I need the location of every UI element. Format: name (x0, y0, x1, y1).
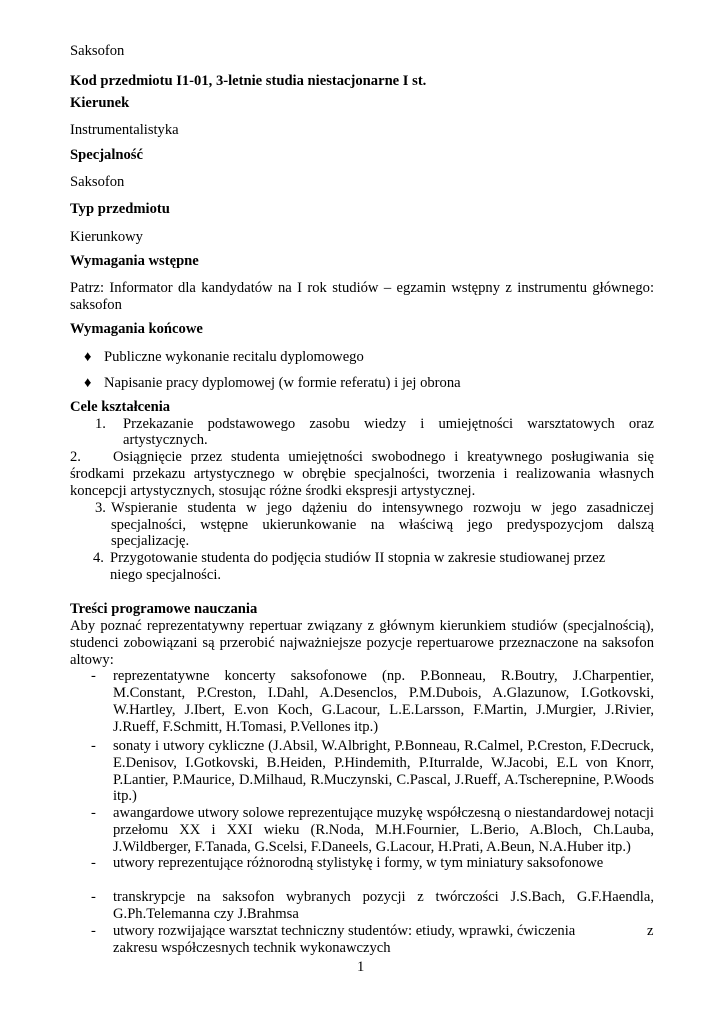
program-item-line: utwory reprezentujące różnorodną stylistykę i formy, w tym miniatury saksofonowe (113, 855, 604, 871)
specjalnosc-value: Saksofon (70, 174, 125, 190)
program-item-line: reprezentatywne koncerty saksofonowe (np. P.Bonneau, R.Boutry, J.Charpentier, (113, 668, 654, 684)
dash-bullet-icon: - (91, 805, 96, 821)
goal-line: niego specjalności. (110, 567, 222, 583)
dash-bullet-icon: - (91, 889, 96, 905)
program-item-line: W.Hartley, J.Ibert, E.von Koch, G.Lacour, L.E.Larsson, F.Martin, J.Murgier, J.Rivier, (113, 702, 654, 718)
program-item-line: E.Denisov, I.Gotkovski, B.Heiden, P.Hindemith, P.Iturralde, W.Jacobi, E.L von Knorr, (113, 755, 654, 771)
tresci-intro-line: studenci zobowiązani są przerobić najważniejsze pozycje repertuarowe przeznaczone na saksofon (70, 635, 654, 651)
subject-title: Saksofon (70, 43, 125, 59)
goal-line: Przygotowanie studenta do podjęcia studiów II stopnia w zakresie studiowanej przez (110, 550, 606, 566)
program-item-line: J.Rueff, F.Schmitt, H.Tomasi, P.Vellones itp.) (113, 719, 379, 735)
program-item-line: utwory rozwijające warsztat techniczny studentów: etiudy, wprawki, ćwiczenia (113, 923, 576, 939)
typ-heading: Typ przedmiotu (70, 201, 170, 217)
kierunek-value: Instrumentalistyka (70, 122, 179, 138)
goal-line: Osiągnięcie przez studenta umiejętności swobodnego i kreatywnego posługiwania się (113, 449, 654, 465)
tresci-heading: Treści programowe nauczania (70, 601, 258, 617)
typ-value: Kierunkowy (70, 229, 143, 245)
goal-line: koncepcji artystycznych, stosując różne środki ekspresji artystycznej. (70, 483, 476, 499)
goal-line: artystycznych. (123, 432, 208, 448)
program-item-line: zakresu współczesnych technik wykonawczych (113, 940, 391, 956)
program-item-line: M.Constant, P.Creston, I.Dahl, A.Desenclos, P.M.Dubois, A.Glazunow, I.Gotkovski, (113, 685, 654, 701)
specjalnosc-heading: Specjalność (70, 147, 143, 163)
goal-number: 1. (95, 416, 106, 432)
goal-number: 2. (70, 449, 81, 465)
goal-number: 3. (95, 500, 106, 516)
course-code-line: Kod przedmiotu I1-01, 3-letnie studia niestacjonarne I st. (70, 73, 427, 89)
cele-heading: Cele kształcenia (70, 399, 171, 415)
goal-line: środkami przekazu artystycznego w obrębie specjalności, tworzenia i realizowania własnych (70, 466, 654, 482)
dash-bullet-icon: - (91, 668, 96, 684)
program-item-word: z (647, 923, 654, 939)
dash-bullet-icon: - (91, 923, 96, 939)
requirement-item: Publiczne wykonanie recitalu dyplomowego (104, 349, 364, 365)
program-item-line: G.Ph.Telemanna czy J.Brahmsa (113, 906, 299, 922)
program-item-line: awangardowe utwory solowe reprezentujące muzykę współczesną o niestandardowej notacji (113, 805, 654, 821)
tresci-intro-line: altowy: (70, 652, 114, 668)
goal-line: Przekazanie podstawowego zasobu wiedzy i umiejętności warsztatowych oraz (123, 416, 654, 432)
goal-line: Wspieranie studenta w jego dążeniu do intensywnego rozwoju w jego zasadniczej (111, 500, 654, 516)
wymagania-wstepne-line: saksofon (70, 297, 122, 313)
program-item-line: transkrypcje na saksofon wybranych pozycji z twórczości J.S.Bach, G.F.Haendla, (113, 889, 654, 905)
program-item-line: P.Lantier, P.Maurice, D.Milhaud, R.Muczynski, C.Pascal, J.Rueff, A.Tscherepnine, P.Woods (113, 772, 654, 788)
wymagania-koncowe-heading: Wymagania końcowe (70, 321, 203, 337)
goal-number: 4. (93, 550, 104, 566)
kierunek-heading: Kierunek (70, 95, 130, 111)
program-item-line: przełomu XX i XXI wieku (R.Noda, M.H.Fournier, L.Berio, A.Bloch, Ch.Lauba, (113, 822, 654, 838)
dash-bullet-icon: - (91, 855, 96, 871)
program-item-line: sonaty i utwory cykliczne (J.Absil, W.Albright, P.Bonneau, R.Calmel, P.Creston, F.Decruck, (113, 738, 654, 754)
program-item-line: itp.) (113, 788, 137, 804)
goal-line: specjalizację. (111, 533, 190, 549)
requirement-item: Napisanie pracy dyplomowej (w formie referatu) i jej obrona (104, 375, 461, 391)
diamond-bullet-icon: ♦ (84, 375, 92, 391)
diamond-bullet-icon: ♦ (84, 349, 92, 365)
wymagania-wstepne-line: Patrz: Informator dla kandydatów na I rok studiów – egzamin wstępny z instrumentu głównego: (70, 280, 654, 296)
program-item-line: J.Wildberger, F.Tanada, G.Scelsi, F.Daneels, G.Lacour, H.Prati, A.Beun, N.A.Huber itp.) (113, 839, 631, 855)
wymagania-wstepne-heading: Wymagania wstępne (70, 253, 199, 269)
dash-bullet-icon: - (91, 738, 96, 754)
page-number: 1 (357, 959, 365, 975)
tresci-intro-line: Aby poznać reprezentatywny repertuar związany z głównym kierunkiem studiów (specjalnością), (70, 618, 654, 634)
goal-line: specjalności, wstępne ukierunkowanie na właściwą jego predyspozycjom dalszą (111, 517, 654, 533)
